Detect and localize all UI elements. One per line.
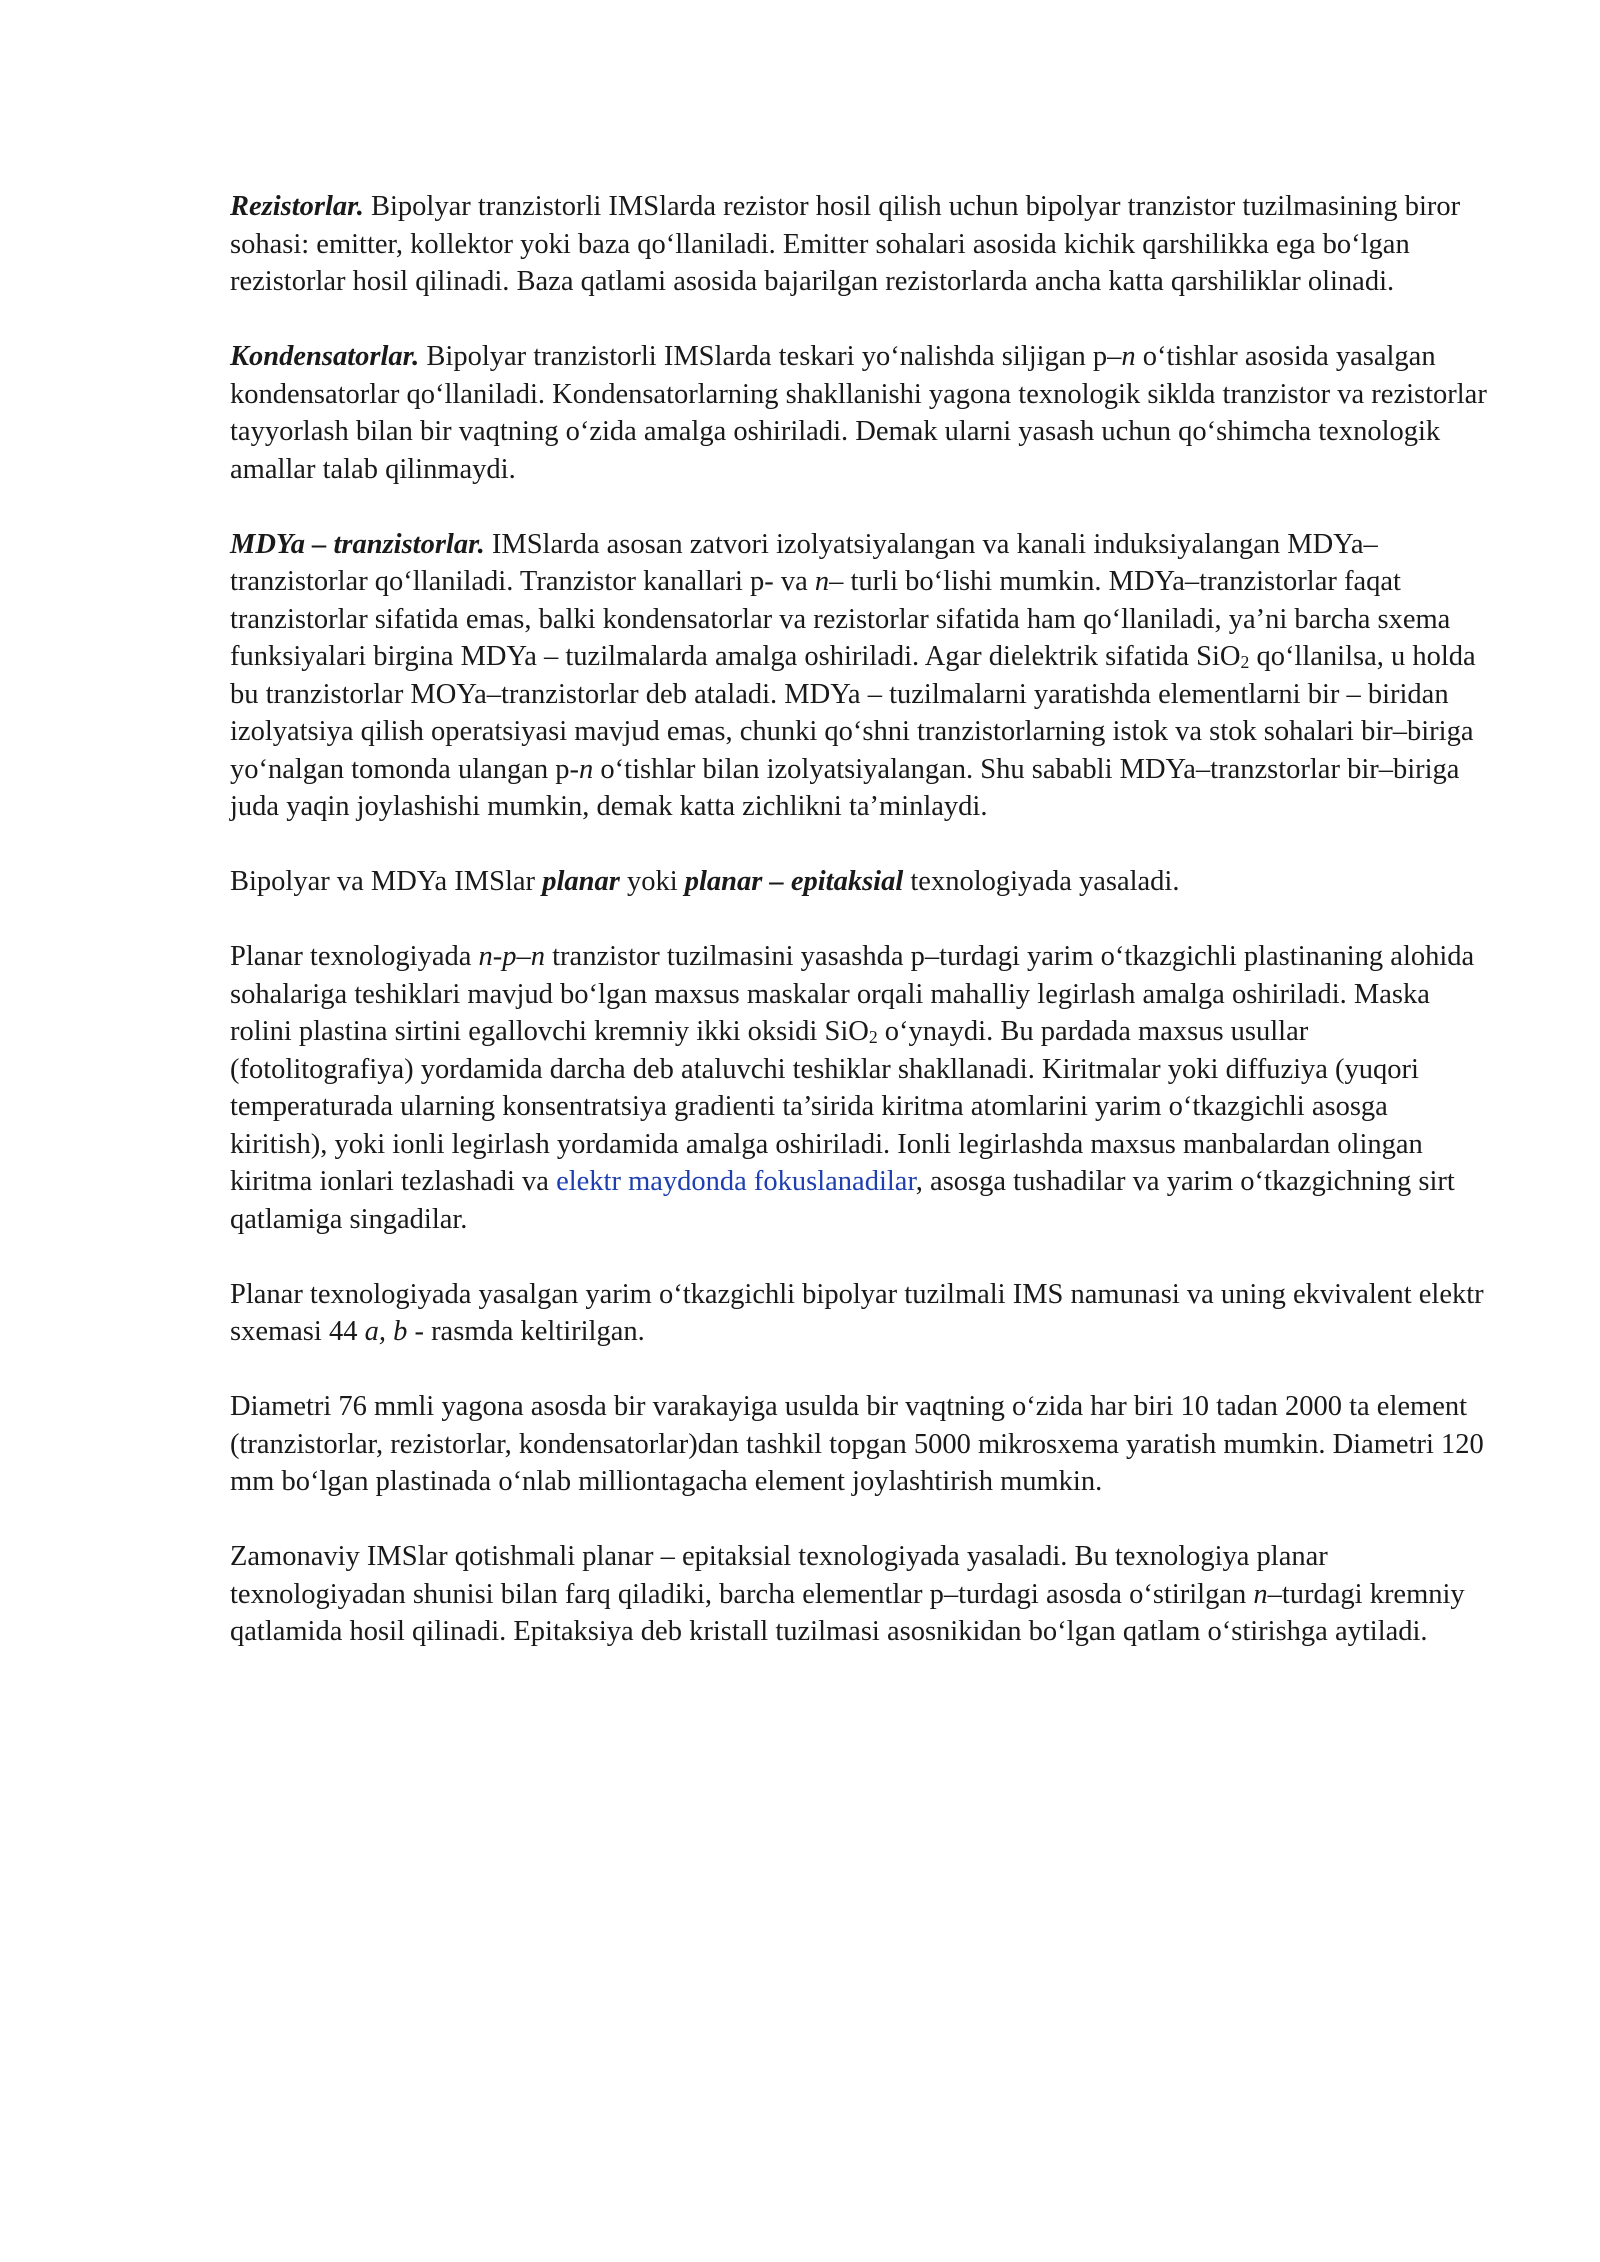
text-run: Bipolyar tranzistorli IMSlarda teskari yo‘nalishda siljigan p– bbox=[419, 341, 1122, 372]
paragraph-zamonaviy bbox=[230, 1538, 1492, 1651]
text-run: Planar texnologiyada yasalgan yarim o‘tkazgichli bipolyar tuzilmali IMS namunasi va uning ekvivalent elektr sxemasi 44 bbox=[230, 1278, 1484, 1347]
text-run: o‘tishlar asosida yasalgan kondensatorlar qo‘llaniladi. Kondensatorlarning shakllanishi yagona texnologik siklda tranzistor va rezistorlar tayyorlash bilan bir vaqtning o‘zida amalga oshiriladi. Demak ularni yasash uchun qo‘shimcha texnologik amallar talab qilinmaydi. bbox=[230, 341, 1487, 485]
paragraph-diametr bbox=[230, 1388, 1492, 1501]
text-run: Planar texnologiyada bbox=[230, 941, 479, 972]
italic-run: n bbox=[814, 566, 830, 597]
text-run: o‘tishlar bilan izolyatsiyalangan. Shu sababli MDYa–tranzstorlar bir–biriga juda yaqin joylashishi mumkin, demak katta zichlikni ta’minlaydi. bbox=[230, 753, 1460, 822]
subscript-run: 2 bbox=[1240, 652, 1250, 673]
heading-kondensatorlar: Kondensatorlar. bbox=[230, 341, 420, 372]
paragraph-mdya bbox=[230, 526, 1492, 826]
italic-run: a, b bbox=[364, 1316, 408, 1347]
text-run: yoki bbox=[619, 866, 685, 897]
italic-run: n-p–n bbox=[478, 941, 546, 972]
text-run: Diametri 76 mmli yagona asosda bir varakayiga usulda bir vaqtning o‘zida har biri 10 tadan 2000 ta element (tranzistorlar, rezistorlar, kondensatorlar)dan tashkil topgan 5000 mikrosxema yaratish mumkin. Diametri 120 mm bo‘lgan plastinada o‘nlab milliontagacha element joylashtirish mumkin. bbox=[230, 1391, 1484, 1497]
text-run: , asosga tushadilar va yarim o‘tkazgichning sirt qatlamiga singadilar. bbox=[230, 1166, 1455, 1235]
text-run: tranzistor tuzilmasini yasashda p–turdagi yarim o‘tkazgichli plastinaning alohida sohalariga teshiklari mavjud bo‘lgan maxsus maskalar orqali mahalliy legirlash amalga oshiriladi. Maska rolini plastina sirtini egallovchi kremniy ikki oksidi SiO bbox=[230, 941, 1475, 1047]
text-run: - rasmda keltirilgan. bbox=[407, 1316, 645, 1347]
text-run: texnologiyada yasaladi. bbox=[903, 866, 1180, 897]
heading-mdya: MDYa – tranzistorlar. bbox=[230, 528, 485, 560]
text-run: Bipolyar tranzistorli IMSlarda rezistor hosil qilish uchun bipolyar tranzistor tuzilmasining biror sohasi: emitter, kollektor yoki baza qo‘llaniladi. Emitter sohalari asosida kichik qarshilikka ega bo‘lgan rezistorlar hosil qilinadi. Baza qatlami asosida bajarilgan rezistorlarda ancha katta qarshiliklar olinadi. bbox=[230, 191, 1461, 297]
term-planar-epitaksial: planar – epitaksial bbox=[684, 866, 904, 897]
text-run: o‘ynaydi. Bu pardada maxsus usullar (fotolitografiya) yordamida darcha deb ataluvchi teshiklar shakllanadi. Kiritmalar yoki diffuziya (yuqori temperaturada ularning konsentratsiya gradienti ta’sirida kiritma atomlarini yarim o‘tkazgichli asosga kiritish), yoki ionli legirlash yordamida amalga oshiriladi. Ionli legirlashda maxsus manbalardan olingan kiritma ionlari tezlashadi va bbox=[230, 1016, 1423, 1197]
text-run: –turdagi kremniy qatlamida hosil qilinadi. Epitaksiya deb kristall tuzilmasi asosnikidan bo‘lgan qatlam o‘stirishga aytiladi. bbox=[230, 1578, 1465, 1647]
italic-run: n bbox=[1121, 341, 1136, 372]
text-run: IMSlarda asosan zatvori izolyatsiyalangan va kanali induksiyalangan MDYa–tranzistorlar qo‘llaniladi. Tranzistor kanallari p- va bbox=[230, 528, 1378, 597]
paragraph-planar-intro bbox=[230, 863, 1492, 901]
paragraph-kondensatorlar bbox=[230, 338, 1492, 488]
paragraph-rezistorlar bbox=[230, 188, 1492, 301]
paragraph-planar-tech bbox=[230, 938, 1492, 1238]
italic-run: n bbox=[1253, 1578, 1268, 1610]
subscript-run: 2 bbox=[868, 1027, 878, 1048]
heading-rezistorlar: Rezistorlar. bbox=[230, 191, 364, 222]
text-run: Zamonaviy IMSlar qotishmali planar – epitaksial texnologiyada yasaladi. Bu texnologiya planar texnologiyadan shunisi bilan farq qiladiki, barcha elementlar p–turdagi asosda o‘stirilgan bbox=[230, 1541, 1328, 1610]
italic-run: n bbox=[579, 753, 594, 785]
term-planar: planar bbox=[542, 866, 620, 897]
document-page bbox=[230, 188, 1492, 1688]
text-run: – turli bo‘lishi mumkin. MDYa–tranzistorlar faqat tranzistorlar sifatida emas, balki kondensatorlar va rezistorlar sifatida ham qo‘llaniladi, ya’ni barcha sxema funksiyalari birgina MDYa – tuzilmalarda amalga oshiriladi. Agar dielektrik sifatida SiO bbox=[230, 566, 1451, 672]
text-run: qo‘llanilsa, u holda bu tranzistorlar MOYa–tranzistorlar deb ataladi. MDYa – tuzilmalarni yaratishda elementlarni bir – biridan izolyatsiya qilish operatsiyasi mavjud emas, chunki qo‘shni tranzistorlarning istok va stok sohalari bir–biriga yo‘nalgan tomonda ulangan p- bbox=[230, 641, 1476, 785]
hyperlink-elektr-maydonda[interactable]: elektr maydonda fokuslanadilar bbox=[556, 1166, 916, 1197]
text-run: Bipolyar va MDYa IMSlar bbox=[230, 866, 543, 897]
paragraph-namuna bbox=[230, 1276, 1492, 1351]
